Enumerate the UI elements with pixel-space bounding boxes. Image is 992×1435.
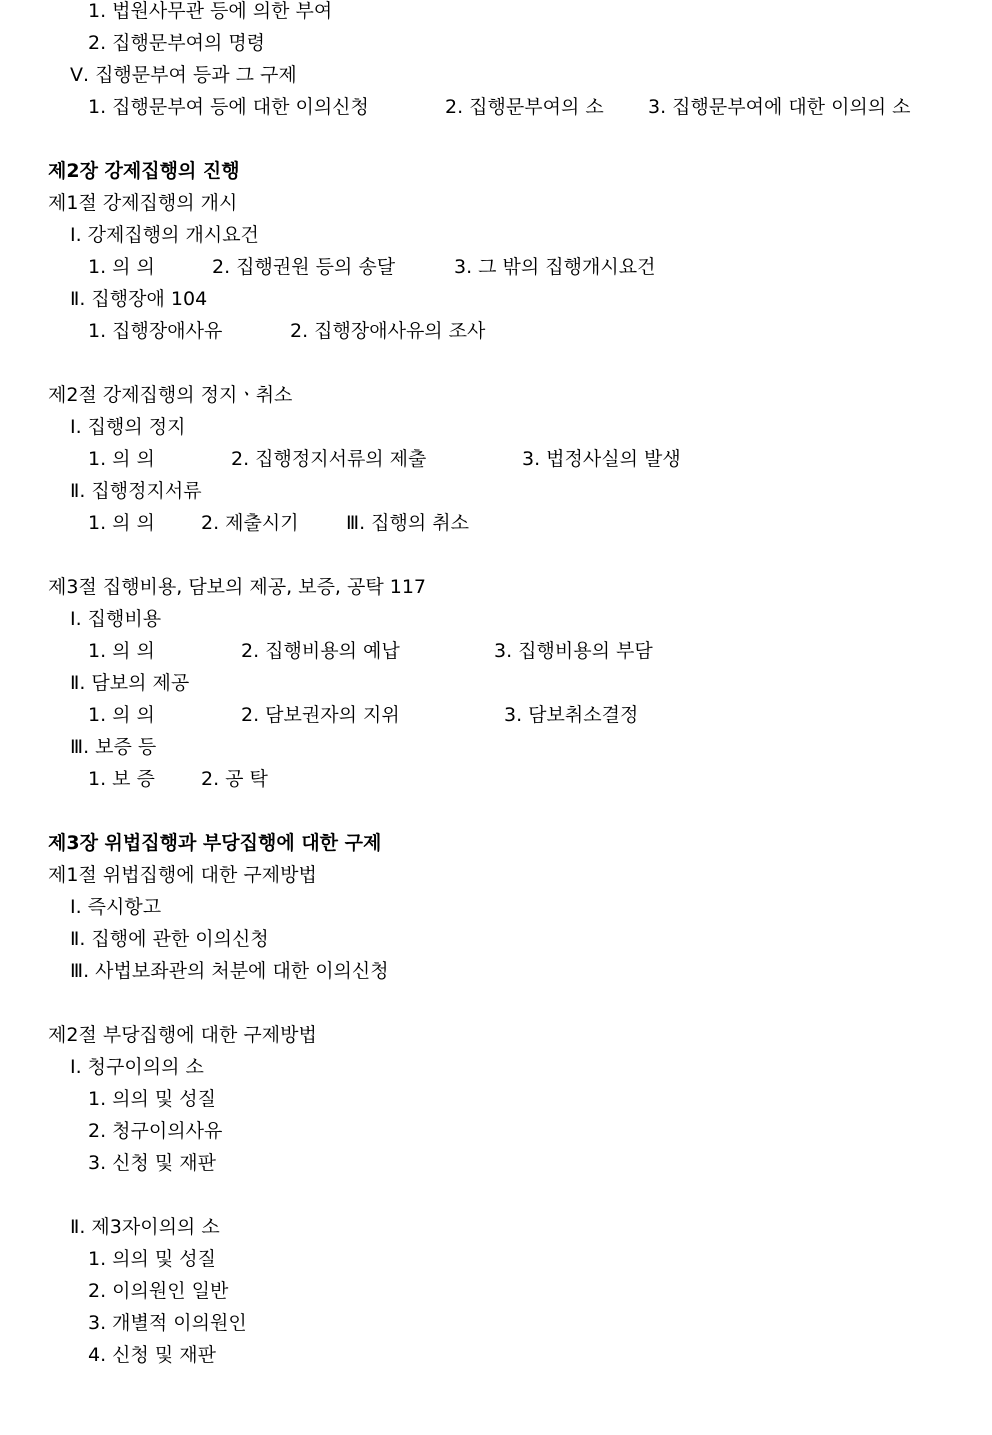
toc-line <box>0 1019 317 1051</box>
toc-section-heading: Ⅲ. 보증 등 <box>70 736 157 758</box>
toc-section-heading: Ⅰ. 집행비용 <box>70 608 162 630</box>
chapter-heading: 제3장 위법집행과 부당집행에 대한 구제 <box>48 832 382 854</box>
toc-line <box>0 1147 217 1179</box>
toc-line <box>0 283 208 315</box>
toc-line <box>0 1339 217 1371</box>
toc-line <box>0 219 259 251</box>
toc-entry: 1. 의 의 <box>88 512 155 534</box>
toc-section-heading: Ⅱ. 집행장애 104 <box>70 288 208 310</box>
toc-line <box>0 379 293 411</box>
toc-section-heading: Ⅱ. 담보의 제공 <box>70 672 190 694</box>
toc-section-heading: Ⅴ. 집행문부여 등과 그 구제 <box>70 64 297 86</box>
toc-line <box>0 251 656 283</box>
toc-entry: 2. 집행문부여의 명령 <box>88 32 266 54</box>
toc-line <box>0 1051 204 1083</box>
toc-entry: 3. 그 밖의 집행개시요건 <box>454 256 656 278</box>
toc-line <box>0 731 157 763</box>
toc-entry: 2. 이의원인 일반 <box>88 1280 229 1302</box>
subchapter-heading: 제2절 강제집행의 정지ㆍ취소 <box>48 384 293 406</box>
toc-section-heading: Ⅰ. 집행의 정지 <box>70 416 186 438</box>
toc-section-heading: Ⅰ. 즉시항고 <box>70 896 162 918</box>
toc-line <box>0 27 266 59</box>
toc-entry: 1. 의 의 <box>88 256 155 278</box>
toc-line <box>0 667 190 699</box>
toc-section-heading: Ⅰ. 강제집행의 개시요건 <box>70 224 259 246</box>
toc-line <box>0 475 202 507</box>
toc-line <box>0 91 911 123</box>
toc-entry: 3. 법정사실의 발생 <box>522 448 681 470</box>
toc-entry: 1. 의의 및 성질 <box>88 1248 217 1270</box>
toc-entry: 1. 의 의 <box>88 448 155 470</box>
toc-line <box>0 571 427 603</box>
toc-entry: 3. 집행문부여에 대한 이의의 소 <box>648 96 911 118</box>
toc-entry: 4. 신청 및 재판 <box>88 1344 217 1366</box>
toc-entry: 2. 집행문부여의 소 <box>445 96 604 118</box>
toc-entry: 1. 집행문부여 등에 대한 이의신청 <box>88 96 369 118</box>
toc-line <box>0 1243 217 1275</box>
toc-entry: 1. 법원사무관 등에 의한 부여 <box>88 0 333 22</box>
toc-entry: 2. 청구이의사유 <box>88 1120 223 1142</box>
toc-line <box>0 443 681 475</box>
toc-section-heading: Ⅲ. 집행의 취소 <box>346 512 469 534</box>
toc-section-heading: Ⅱ. 집행에 관한 이의신청 <box>70 928 269 950</box>
toc-line <box>0 155 240 187</box>
toc-line <box>0 59 297 91</box>
toc-line <box>0 1307 247 1339</box>
toc-line <box>0 635 653 667</box>
toc-line <box>0 187 238 219</box>
toc-entry: 2. 제출시기 <box>201 512 299 534</box>
subchapter-heading: 제2절 부당집행에 대한 구제방법 <box>48 1024 317 1046</box>
toc-entry: 3. 개별적 이의원인 <box>88 1312 247 1334</box>
toc-line <box>0 859 317 891</box>
subchapter-heading: 제1절 강제집행의 개시 <box>48 192 238 214</box>
chapter-heading: 제2장 강제집행의 진행 <box>48 160 240 182</box>
toc-line <box>0 1115 223 1147</box>
toc-entry: 1. 의의 및 성질 <box>88 1088 217 1110</box>
toc-line <box>0 1211 220 1243</box>
toc-entry: 3. 집행비용의 부담 <box>494 640 653 662</box>
toc-line <box>0 315 486 347</box>
toc-line <box>0 923 269 955</box>
toc-line <box>0 1083 217 1115</box>
toc-entry: 3. 신청 및 재판 <box>88 1152 217 1174</box>
toc-line <box>0 891 162 923</box>
toc-section-heading: Ⅰ. 청구이의의 소 <box>70 1056 204 1078</box>
toc-entry: 2. 공 탁 <box>201 768 268 790</box>
toc-entry: 1. 의 의 <box>88 704 155 726</box>
toc-line <box>0 507 469 539</box>
toc-line <box>0 699 639 731</box>
toc-line <box>0 0 333 27</box>
toc-entry: 2. 담보권자의 지위 <box>241 704 400 726</box>
toc-entry: 1. 의 의 <box>88 640 155 662</box>
toc-section-heading: Ⅲ. 사법보좌관의 처분에 대한 이의신청 <box>70 960 389 982</box>
toc-entry: 3. 담보취소결정 <box>504 704 639 726</box>
toc-line <box>0 763 268 795</box>
toc-entry: 2. 집행장애사유의 조사 <box>290 320 486 342</box>
toc-entry: 2. 집행비용의 예납 <box>241 640 400 662</box>
toc-entry: 1. 집행장애사유 <box>88 320 223 342</box>
toc-entry: 2. 집행정지서류의 제출 <box>231 448 427 470</box>
toc-entry: 1. 보 증 <box>88 768 155 790</box>
toc-line <box>0 411 186 443</box>
toc-line <box>0 1275 229 1307</box>
toc-line <box>0 827 382 859</box>
toc-line <box>0 955 389 987</box>
toc-line <box>0 603 162 635</box>
subchapter-heading: 제3절 집행비용, 담보의 제공, 보증, 공탁 117 <box>48 576 427 598</box>
toc-section-heading: Ⅱ. 제3자이의의 소 <box>70 1216 220 1238</box>
toc-entry: 2. 집행권원 등의 송달 <box>212 256 396 278</box>
subchapter-heading: 제1절 위법집행에 대한 구제방법 <box>48 864 317 886</box>
toc-section-heading: Ⅱ. 집행정지서류 <box>70 480 202 502</box>
